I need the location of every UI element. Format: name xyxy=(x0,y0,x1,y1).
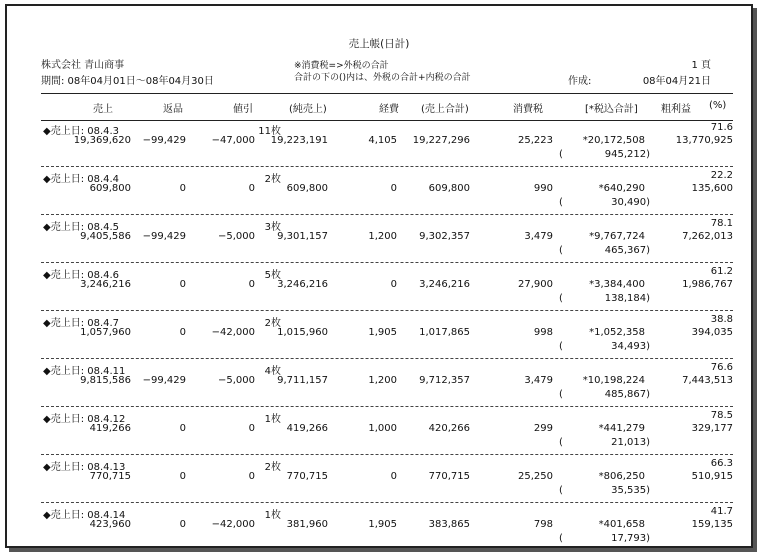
record-tax: 27,900 xyxy=(518,279,553,290)
record-date-label: ◆売上日: 08.4.13 xyxy=(43,462,126,473)
record-row xyxy=(41,314,733,360)
record-subtax: 21,013) xyxy=(611,437,650,448)
created-label: 作成: xyxy=(568,76,592,87)
record-returns: −99,429 xyxy=(142,135,186,146)
record-expenses: 1,000 xyxy=(368,423,397,434)
record-subtax-open: ( xyxy=(559,149,563,160)
col-sales-total: (売上合計) xyxy=(421,104,469,115)
record-tax-incl-total: *3,384,400 xyxy=(589,279,645,290)
record-subtax-open: ( xyxy=(559,533,563,544)
record-date-label: ◆売上日: 08.4.7 xyxy=(43,318,120,329)
record-gross-profit: 7,443,513 xyxy=(682,375,733,386)
record-subtax: 465,367) xyxy=(604,245,650,256)
record-date-label: ◆売上日: 08.4.11 xyxy=(43,366,126,377)
record-tax-incl-total: *9,767,724 xyxy=(589,231,645,242)
col-gross-profit: 粗利益 xyxy=(661,104,691,115)
record-tax-incl-total: *10,198,224 xyxy=(582,375,645,386)
record-gross-profit: 1,986,767 xyxy=(682,279,733,290)
record-sales: 9,815,586 xyxy=(80,375,131,386)
record-returns: 0 xyxy=(179,327,186,338)
record-gross-profit: 159,135 xyxy=(691,519,733,530)
record-subtax-open: ( xyxy=(559,341,563,352)
record-sales-total: 9,712,357 xyxy=(419,375,470,386)
record-date-label: ◆売上日: 08.4.3 xyxy=(43,126,120,137)
record-subtax: 30,490) xyxy=(611,197,650,208)
record-row xyxy=(41,506,733,548)
record-expenses: 4,105 xyxy=(368,135,397,146)
record-sales: 770,715 xyxy=(89,471,131,482)
record-net-sales: 609,800 xyxy=(286,183,328,194)
record-tax-incl-total: *1,052,358 xyxy=(589,327,645,338)
record-slip-count: 2枚 xyxy=(264,174,281,185)
record-discount: −5,000 xyxy=(217,375,255,386)
record-slip-count: 1枚 xyxy=(264,510,281,521)
record-profit-ratio: 41.7 xyxy=(710,506,733,517)
record-expenses: 1,905 xyxy=(368,327,397,338)
record-expenses: 0 xyxy=(390,471,397,482)
col-discount: 値引 xyxy=(233,104,253,115)
record-expenses: 1,905 xyxy=(368,519,397,530)
record-net-sales: 770,715 xyxy=(286,471,328,482)
record-net-sales: 19,223,191 xyxy=(270,135,328,146)
record-sales-total: 9,302,357 xyxy=(419,231,470,242)
record-discount: 0 xyxy=(248,183,255,194)
record-gross-profit: 135,600 xyxy=(691,183,733,194)
col-sales: 売上 xyxy=(93,104,113,115)
record-sales: 419,266 xyxy=(89,423,131,434)
record-tax-incl-total: *640,290 xyxy=(598,183,645,194)
record-row xyxy=(41,122,733,168)
record-sales-total: 420,266 xyxy=(428,423,470,434)
record-sales: 609,800 xyxy=(89,183,131,194)
record-profit-ratio: 22.2 xyxy=(710,170,733,181)
record-date-label: ◆売上日: 08.4.5 xyxy=(43,222,120,233)
record-profit-ratio: 78.1 xyxy=(710,218,733,229)
record-gross-profit: 329,177 xyxy=(691,423,733,434)
record-date-label: ◆売上日: 08.4.6 xyxy=(43,270,120,281)
record-tax: 299 xyxy=(533,423,553,434)
column-header xyxy=(41,93,733,121)
record-gross-profit: 510,915 xyxy=(691,471,733,482)
company-name: 株式会社 青山商事 xyxy=(41,60,125,71)
record-row xyxy=(41,266,733,312)
record-slip-count: 3枚 xyxy=(264,222,281,233)
record-expenses: 1,200 xyxy=(368,375,397,386)
record-discount: −42,000 xyxy=(211,327,255,338)
record-separator xyxy=(41,406,733,407)
record-discount: 0 xyxy=(248,279,255,290)
report-title: 売上帳(日計) xyxy=(348,38,410,50)
record-profit-ratio: 78.5 xyxy=(710,410,733,421)
record-row xyxy=(41,218,733,264)
record-subtax-open: ( xyxy=(559,437,563,448)
record-separator xyxy=(41,214,733,215)
record-returns: −99,429 xyxy=(142,375,186,386)
record-slip-count: 4枚 xyxy=(264,366,281,377)
record-sales-total: 383,865 xyxy=(428,519,470,530)
page-number: 1 頁 xyxy=(691,60,711,71)
record-slip-count: 2枚 xyxy=(264,318,281,329)
record-subtax: 945,212) xyxy=(604,149,650,160)
record-sales: 423,960 xyxy=(89,519,131,530)
record-slip-count: 2枚 xyxy=(264,462,281,473)
total-note: 合計の下の()内は、外税の合計+内税の合計 xyxy=(294,73,471,83)
record-sales-total: 3,246,216 xyxy=(419,279,470,290)
record-tax: 25,250 xyxy=(518,471,553,482)
record-sales: 1,057,960 xyxy=(80,327,131,338)
record-profit-ratio: 76.6 xyxy=(710,362,733,373)
record-separator xyxy=(41,454,733,455)
record-row xyxy=(41,410,733,456)
col-tax-incl-total: [*税込合計] xyxy=(585,104,638,115)
created-date: 08年04月21日 xyxy=(642,76,711,87)
record-subtax: 138,184) xyxy=(604,293,650,304)
record-returns: −99,429 xyxy=(142,231,186,242)
record-sales-total: 1,017,865 xyxy=(419,327,470,338)
record-subtax-open: ( xyxy=(559,485,563,496)
record-returns: 0 xyxy=(179,471,186,482)
period-range: 期間: 08年04月01日～08年04月30日 xyxy=(41,76,214,87)
record-separator xyxy=(41,310,733,311)
col-percent: (%) xyxy=(709,100,727,111)
record-tax-incl-total: *441,279 xyxy=(598,423,645,434)
col-tax: 消費税 xyxy=(513,104,543,115)
record-net-sales: 3,246,216 xyxy=(277,279,328,290)
record-subtax-open: ( xyxy=(559,293,563,304)
record-row xyxy=(41,362,733,408)
record-returns: 0 xyxy=(179,423,186,434)
record-discount: −5,000 xyxy=(217,231,255,242)
record-date-label: ◆売上日: 08.4.14 xyxy=(43,510,126,521)
record-subtax-open: ( xyxy=(559,197,563,208)
record-date-label: ◆売上日: 08.4.4 xyxy=(43,174,120,185)
record-gross-profit: 7,262,013 xyxy=(682,231,733,242)
record-discount: −47,000 xyxy=(211,135,255,146)
record-sales: 9,405,586 xyxy=(80,231,131,242)
record-tax: 998 xyxy=(533,327,553,338)
record-returns: 0 xyxy=(179,519,186,530)
record-tax: 990 xyxy=(533,183,553,194)
record-sales: 19,369,620 xyxy=(73,135,131,146)
report-page xyxy=(5,4,753,548)
record-tax: 798 xyxy=(533,519,553,530)
record-subtax: 485,867) xyxy=(604,389,650,400)
record-profit-ratio: 66.3 xyxy=(710,458,733,469)
record-separator xyxy=(41,166,733,167)
record-tax: 25,223 xyxy=(518,135,553,146)
record-separator xyxy=(41,262,733,263)
record-slip-count: 1枚 xyxy=(264,414,281,425)
record-tax: 3,479 xyxy=(524,375,553,386)
record-net-sales: 9,711,157 xyxy=(277,375,328,386)
record-net-sales: 1,015,960 xyxy=(277,327,328,338)
record-expenses: 0 xyxy=(390,183,397,194)
record-sales-total: 19,227,296 xyxy=(412,135,470,146)
col-net-sales: (純売上) xyxy=(289,104,327,115)
record-date-label: ◆売上日: 08.4.12 xyxy=(43,414,126,425)
record-returns: 0 xyxy=(179,183,186,194)
record-profit-ratio: 38.8 xyxy=(710,314,733,325)
record-returns: 0 xyxy=(179,279,186,290)
record-profit-ratio: 61.2 xyxy=(710,266,733,277)
record-discount: 0 xyxy=(248,471,255,482)
record-subtax-open: ( xyxy=(559,389,563,400)
record-net-sales: 419,266 xyxy=(286,423,328,434)
record-row xyxy=(41,458,733,504)
tax-note: ※消費税=>外税の合計 xyxy=(294,61,389,71)
record-net-sales: 9,301,157 xyxy=(277,231,328,242)
record-expenses: 1,200 xyxy=(368,231,397,242)
record-discount: −42,000 xyxy=(211,519,255,530)
record-discount: 0 xyxy=(248,423,255,434)
record-row xyxy=(41,170,733,216)
record-slip-count: 5枚 xyxy=(264,270,281,281)
record-slip-count: 11枚 xyxy=(258,126,281,137)
record-profit-ratio: 71.6 xyxy=(710,122,733,133)
col-returns: 返品 xyxy=(163,104,183,115)
record-subtax-open: ( xyxy=(559,245,563,256)
record-sales: 3,246,216 xyxy=(80,279,131,290)
record-tax: 3,479 xyxy=(524,231,553,242)
record-tax-incl-total: *20,172,508 xyxy=(582,135,645,146)
record-sales-total: 609,800 xyxy=(428,183,470,194)
record-tax-incl-total: *401,658 xyxy=(598,519,645,530)
col-expenses: 経費 xyxy=(379,104,399,115)
record-subtax: 34,493) xyxy=(611,341,650,352)
record-gross-profit: 13,770,925 xyxy=(675,135,733,146)
record-sales-total: 770,715 xyxy=(428,471,470,482)
record-gross-profit: 394,035 xyxy=(691,327,733,338)
record-subtax: 35,535) xyxy=(611,485,650,496)
record-separator xyxy=(41,502,733,503)
record-expenses: 0 xyxy=(390,279,397,290)
record-tax-incl-total: *806,250 xyxy=(598,471,645,482)
record-net-sales: 381,960 xyxy=(286,519,328,530)
record-subtax: 17,793) xyxy=(611,533,650,544)
record-separator xyxy=(41,358,733,359)
